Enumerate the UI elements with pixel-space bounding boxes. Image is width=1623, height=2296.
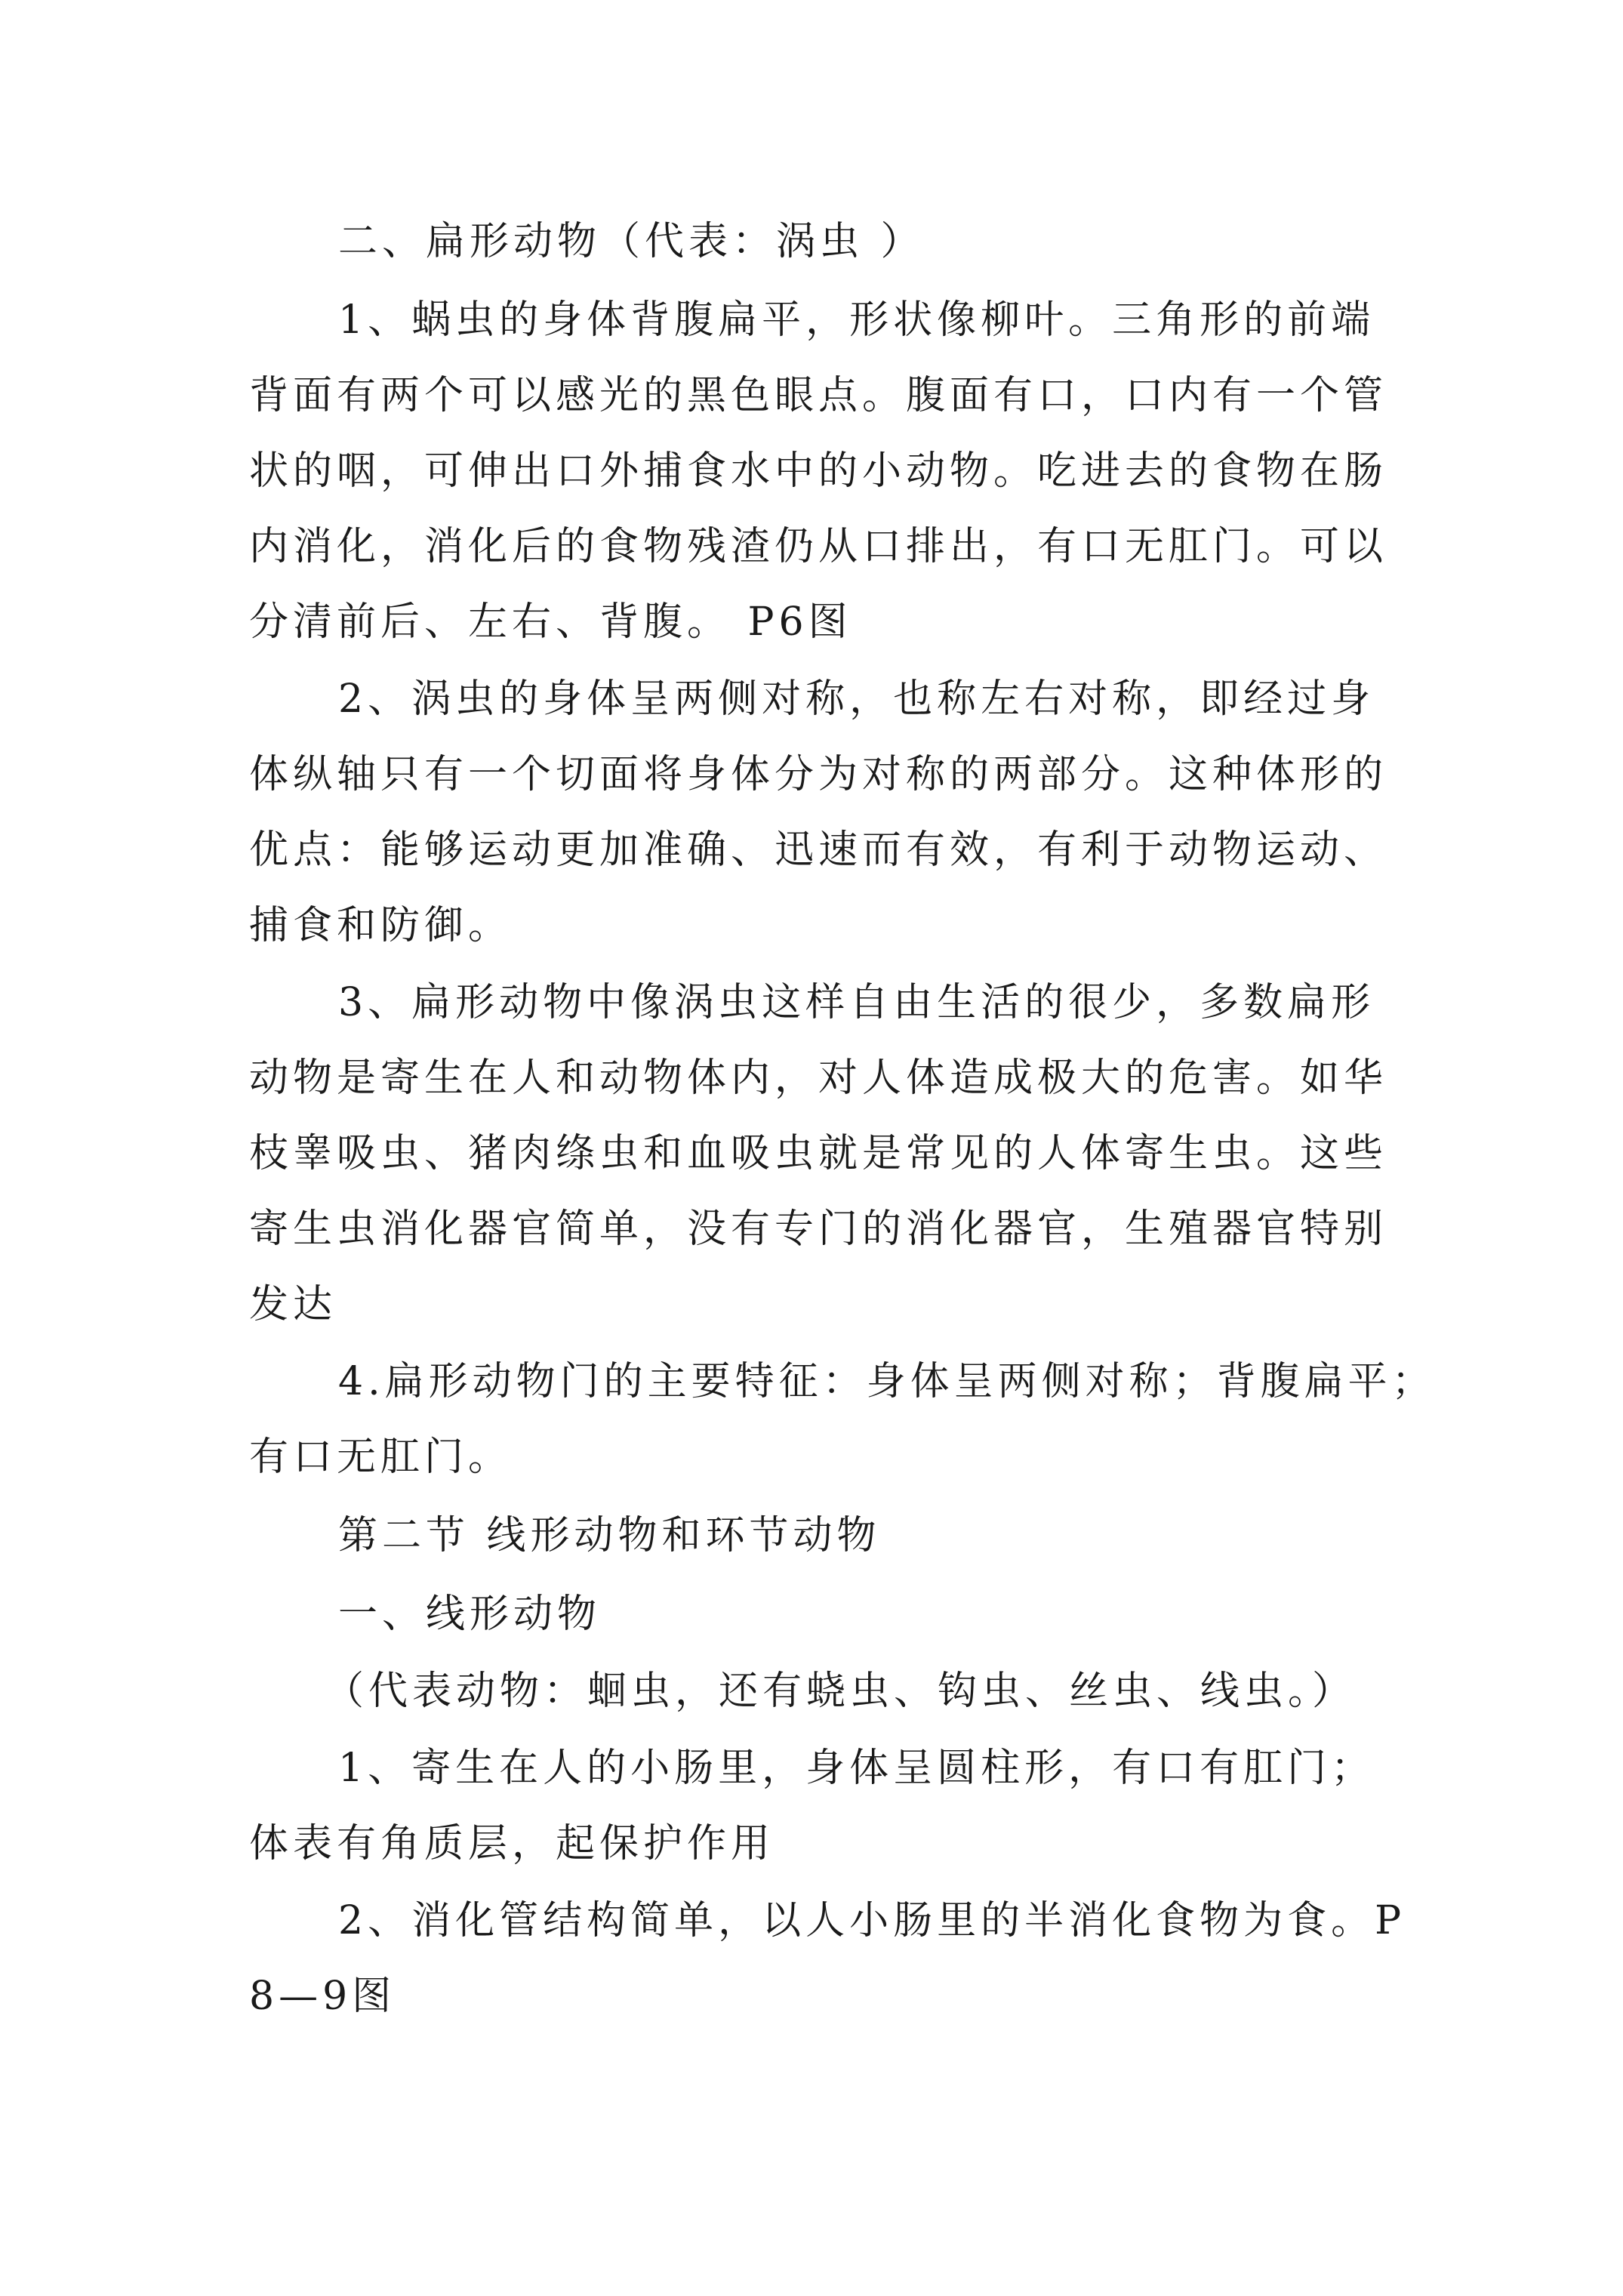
- paragraph-2-line-4: 捕食和防御。: [249, 903, 513, 948]
- paragraph-3-line-3: 枝睾吸虫、猪肉绦虫和血吸虫就是常见的人体寄生虫。这些: [249, 1131, 1388, 1176]
- paragraph-6-line-2: 8—9图: [249, 1974, 396, 2019]
- paragraph-5-line-1: 1、寄生在人的小肠里，身体呈圆柱形，有口有肛门；: [338, 1746, 1375, 1791]
- paragraph-6-line-1: 2、消化管结构简单，以人小肠里的半消化食物为食。P: [338, 1898, 1406, 1943]
- paragraph-1-line-3: 状的咽，可伸出口外捕食水中的小动物。吃进去的食物在肠: [249, 448, 1388, 494]
- paragraph-1-line-5: 分清前后、左右、背腹。 P6图: [249, 599, 852, 645]
- paragraph-1-line-4: 内消化，消化后的食物残渣仍从口排出，有口无肛门。可以: [249, 524, 1388, 569]
- paragraph-2-line-2: 体纵轴只有一个切面将身体分为对称的两部分。这种体形的: [249, 752, 1388, 797]
- section-heading-roundworms: 一、线形动物: [338, 1592, 602, 1637]
- paragraph-4-line-1: 4.扁形动物门的主要特征：身体呈两侧对称；背腹扁平；: [338, 1359, 1436, 1404]
- section-heading-flatworms: 二、扁形动物（代表：涡虫 ）: [338, 219, 925, 264]
- paragraph-3-line-1: 3、扁形动物中像涡虫这样自由生活的很少，多数扁形: [338, 980, 1375, 1025]
- paragraph-2-line-1: 2、涡虫的身体呈两侧对称，也称左右对称，即经过身: [338, 676, 1375, 722]
- paragraph-1-line-1: 1、蜗虫的身体背腹扁平，形状像柳叶。三角形的前端: [338, 297, 1375, 343]
- paragraph-5-line-2: 体表有角质层，起保护作用: [249, 1821, 775, 1866]
- paragraph-3-line-4: 寄生虫消化器官简单，没有专门的消化器官，生殖器官特别: [249, 1207, 1388, 1252]
- paragraph-4-line-2: 有口无肛门。: [249, 1435, 513, 1480]
- paragraph-2-line-3: 优点：能够运动更加准确、迅速而有效，有利于动物运动、: [249, 827, 1388, 873]
- chapter-heading-section-2: 第二节 线形动物和环节动物: [338, 1513, 881, 1558]
- representative-animals-note: （代表动物：蛔虫，还有蛲虫、钩虫、丝虫、线虫。）: [325, 1669, 1357, 1714]
- paragraph-1-line-2: 背面有两个可以感光的黑色眼点。腹面有口，口内有一个管: [249, 373, 1388, 418]
- paragraph-3-line-5: 发达: [249, 1282, 337, 1327]
- paragraph-3-line-2: 动物是寄生在人和动物体内，对人体造成极大的危害。如华: [249, 1056, 1388, 1101]
